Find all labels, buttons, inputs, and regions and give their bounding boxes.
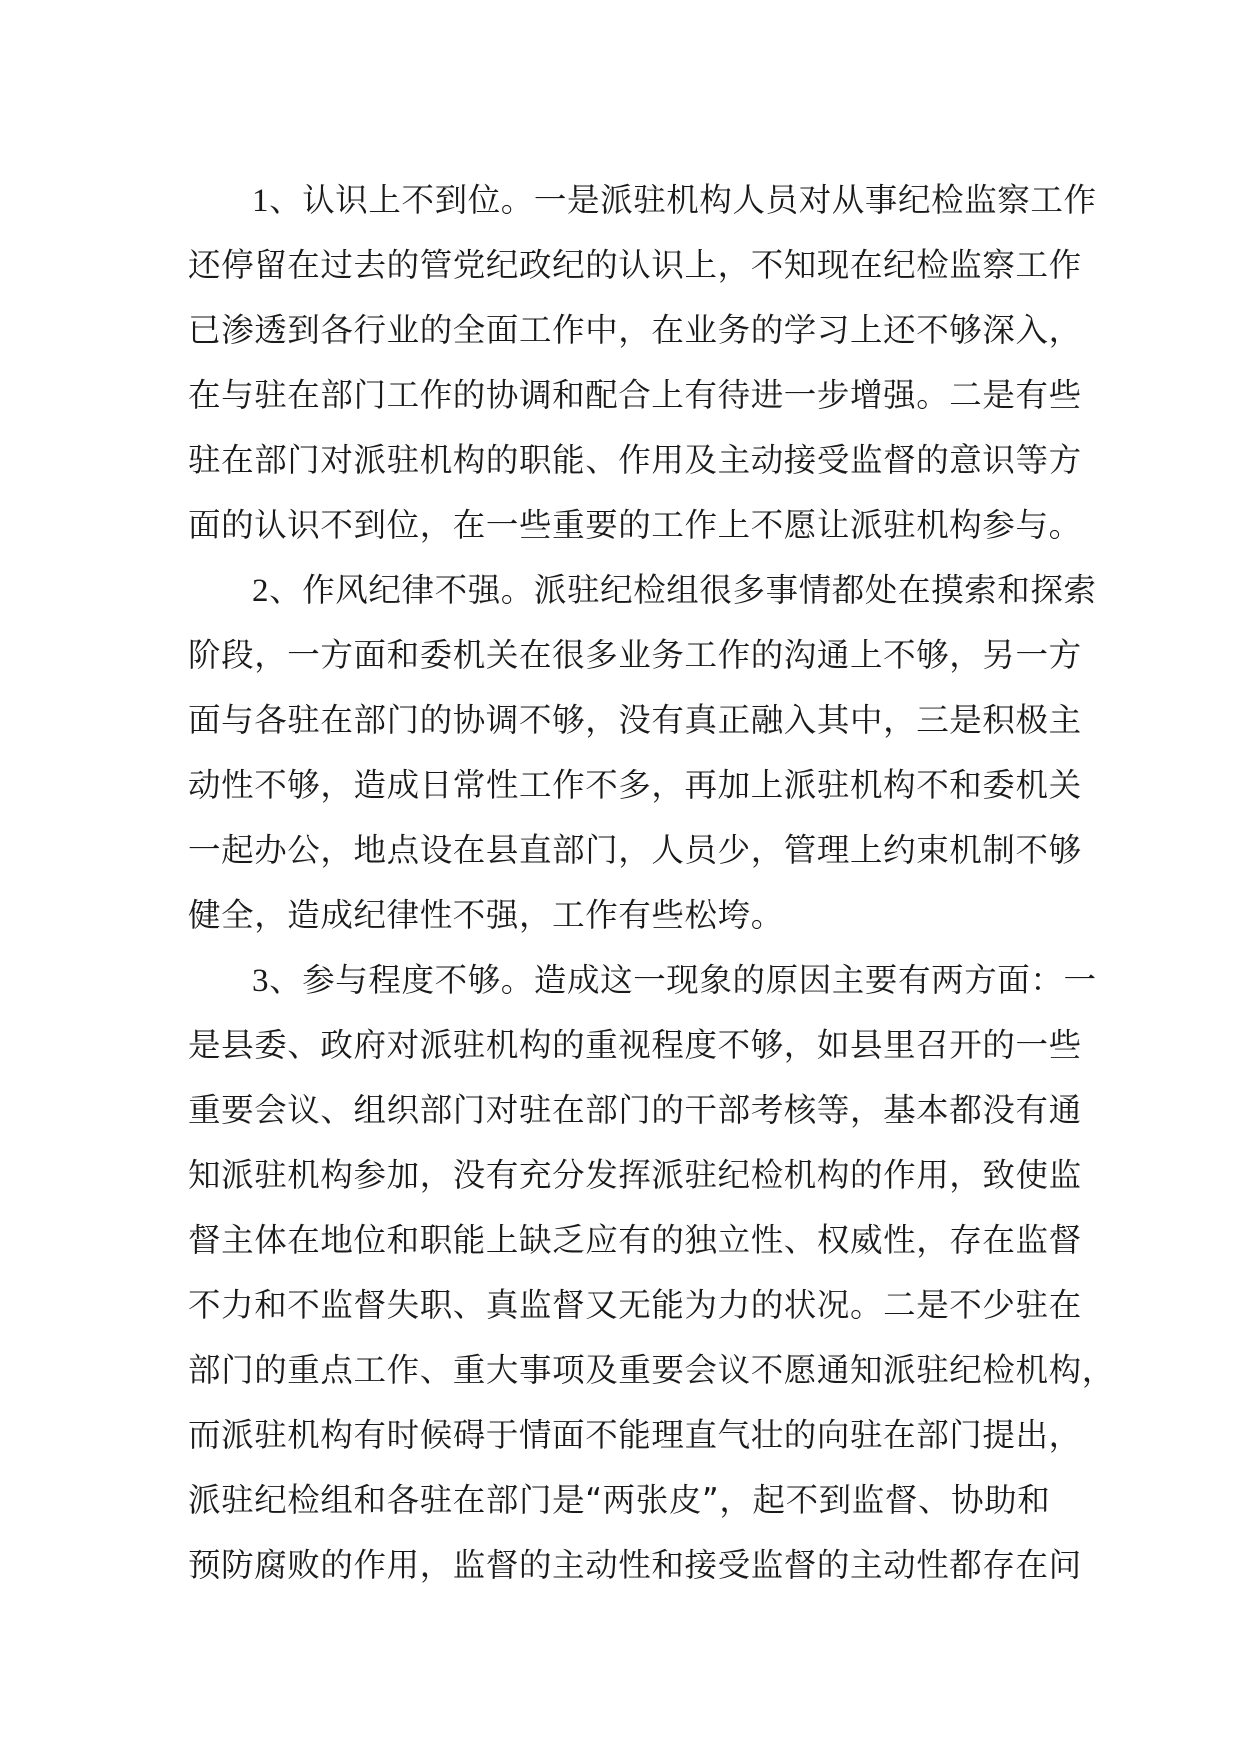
paragraph-3-line-2: 是县委、政府对派驻机构的重视程度不够，如县里召开的一些 [188, 1026, 1082, 1064]
line-text: 、参与程度不够。造成这一现象的原因主要有两方面：一 [269, 961, 1097, 999]
paragraph-1-line-2: 还停留在过去的管党纪政纪的认识上，不知现在纪检监察工作 [188, 246, 1082, 284]
paragraph-3-line-8: 而派驻机构有时候碍于情面不能理直气壮的向驻在部门提出， [188, 1416, 1082, 1454]
line-text: 、认识上不到位。一是派驻机构人员对从事纪检监察工作 [269, 181, 1097, 219]
item-number: 2 [252, 573, 270, 609]
paragraph-1-line-4: 在与驻在部门工作的协调和配合上有待进一步增强。二是有些 [188, 376, 1082, 414]
paragraph-3-line-3: 重要会议、组织部门对驻在部门的干部考核等，基本都没有通 [188, 1091, 1082, 1129]
paragraph-3-line-7: 部门的重点工作、重大事项及重要会议不愿通知派驻纪检机构， [188, 1351, 1115, 1389]
paragraph-1-line-3: 已渗透到各行业的全面工作中，在业务的学习上还不够深入， [188, 311, 1082, 349]
paragraph-2-line-2: 阶段，一方面和委机关在很多业务工作的沟通上不够，另一方 [188, 636, 1082, 674]
paragraph-3-line-5: 督主体在地位和职能上缺乏应有的独立性、权威性，存在监督 [188, 1221, 1082, 1259]
paragraph-3-line-4: 知派驻机构参加，没有充分发挥派驻纪检机构的作用，致使监 [188, 1156, 1082, 1194]
paragraph-2-line-3: 面与各驻在部门的协调不够，没有真正融入其中，三是积极主 [188, 701, 1082, 739]
paragraph-2-line-1 [188, 558, 1097, 623]
paragraph-3-line-10: 预防腐败的作用，监督的主动性和接受监督的主动性都存在问 [188, 1546, 1082, 1584]
paragraph-3-line-1 [188, 948, 1097, 1013]
paragraph-1-line-6: 面的认识不到位，在一些重要的工作上不愿让派驻机构参与。 [188, 506, 1082, 544]
paragraph-2-line-4: 动性不够，造成日常性工作不多，再加上派驻机构不和委机关 [188, 766, 1082, 804]
paragraph-3-line-9: 派驻纪检组和各驻在部门是“两张皮”，起不到监督、协助和 [188, 1481, 1051, 1519]
paragraph-1-line-1 [188, 168, 1097, 233]
paragraph-2-line-5: 一起办公，地点设在县直部门，人员少，管理上约束机制不够 [188, 831, 1082, 869]
document-body [188, 168, 1115, 1598]
paragraph-2-line-6: 健全，造成纪律性不强，工作有些松垮。 [188, 896, 784, 934]
line-text: 、作风纪律不强。派驻纪检组很多事情都处在摸索和探索 [269, 571, 1097, 609]
item-number: 3 [252, 963, 270, 999]
paragraph-3-line-6: 不力和不监督失职、真监督又无能为力的状况。二是不少驻在 [188, 1286, 1082, 1324]
item-number: 1 [252, 183, 270, 219]
paragraph-1-line-5: 驻在部门对派驻机构的职能、作用及主动接受监督的意识等方 [188, 441, 1082, 479]
